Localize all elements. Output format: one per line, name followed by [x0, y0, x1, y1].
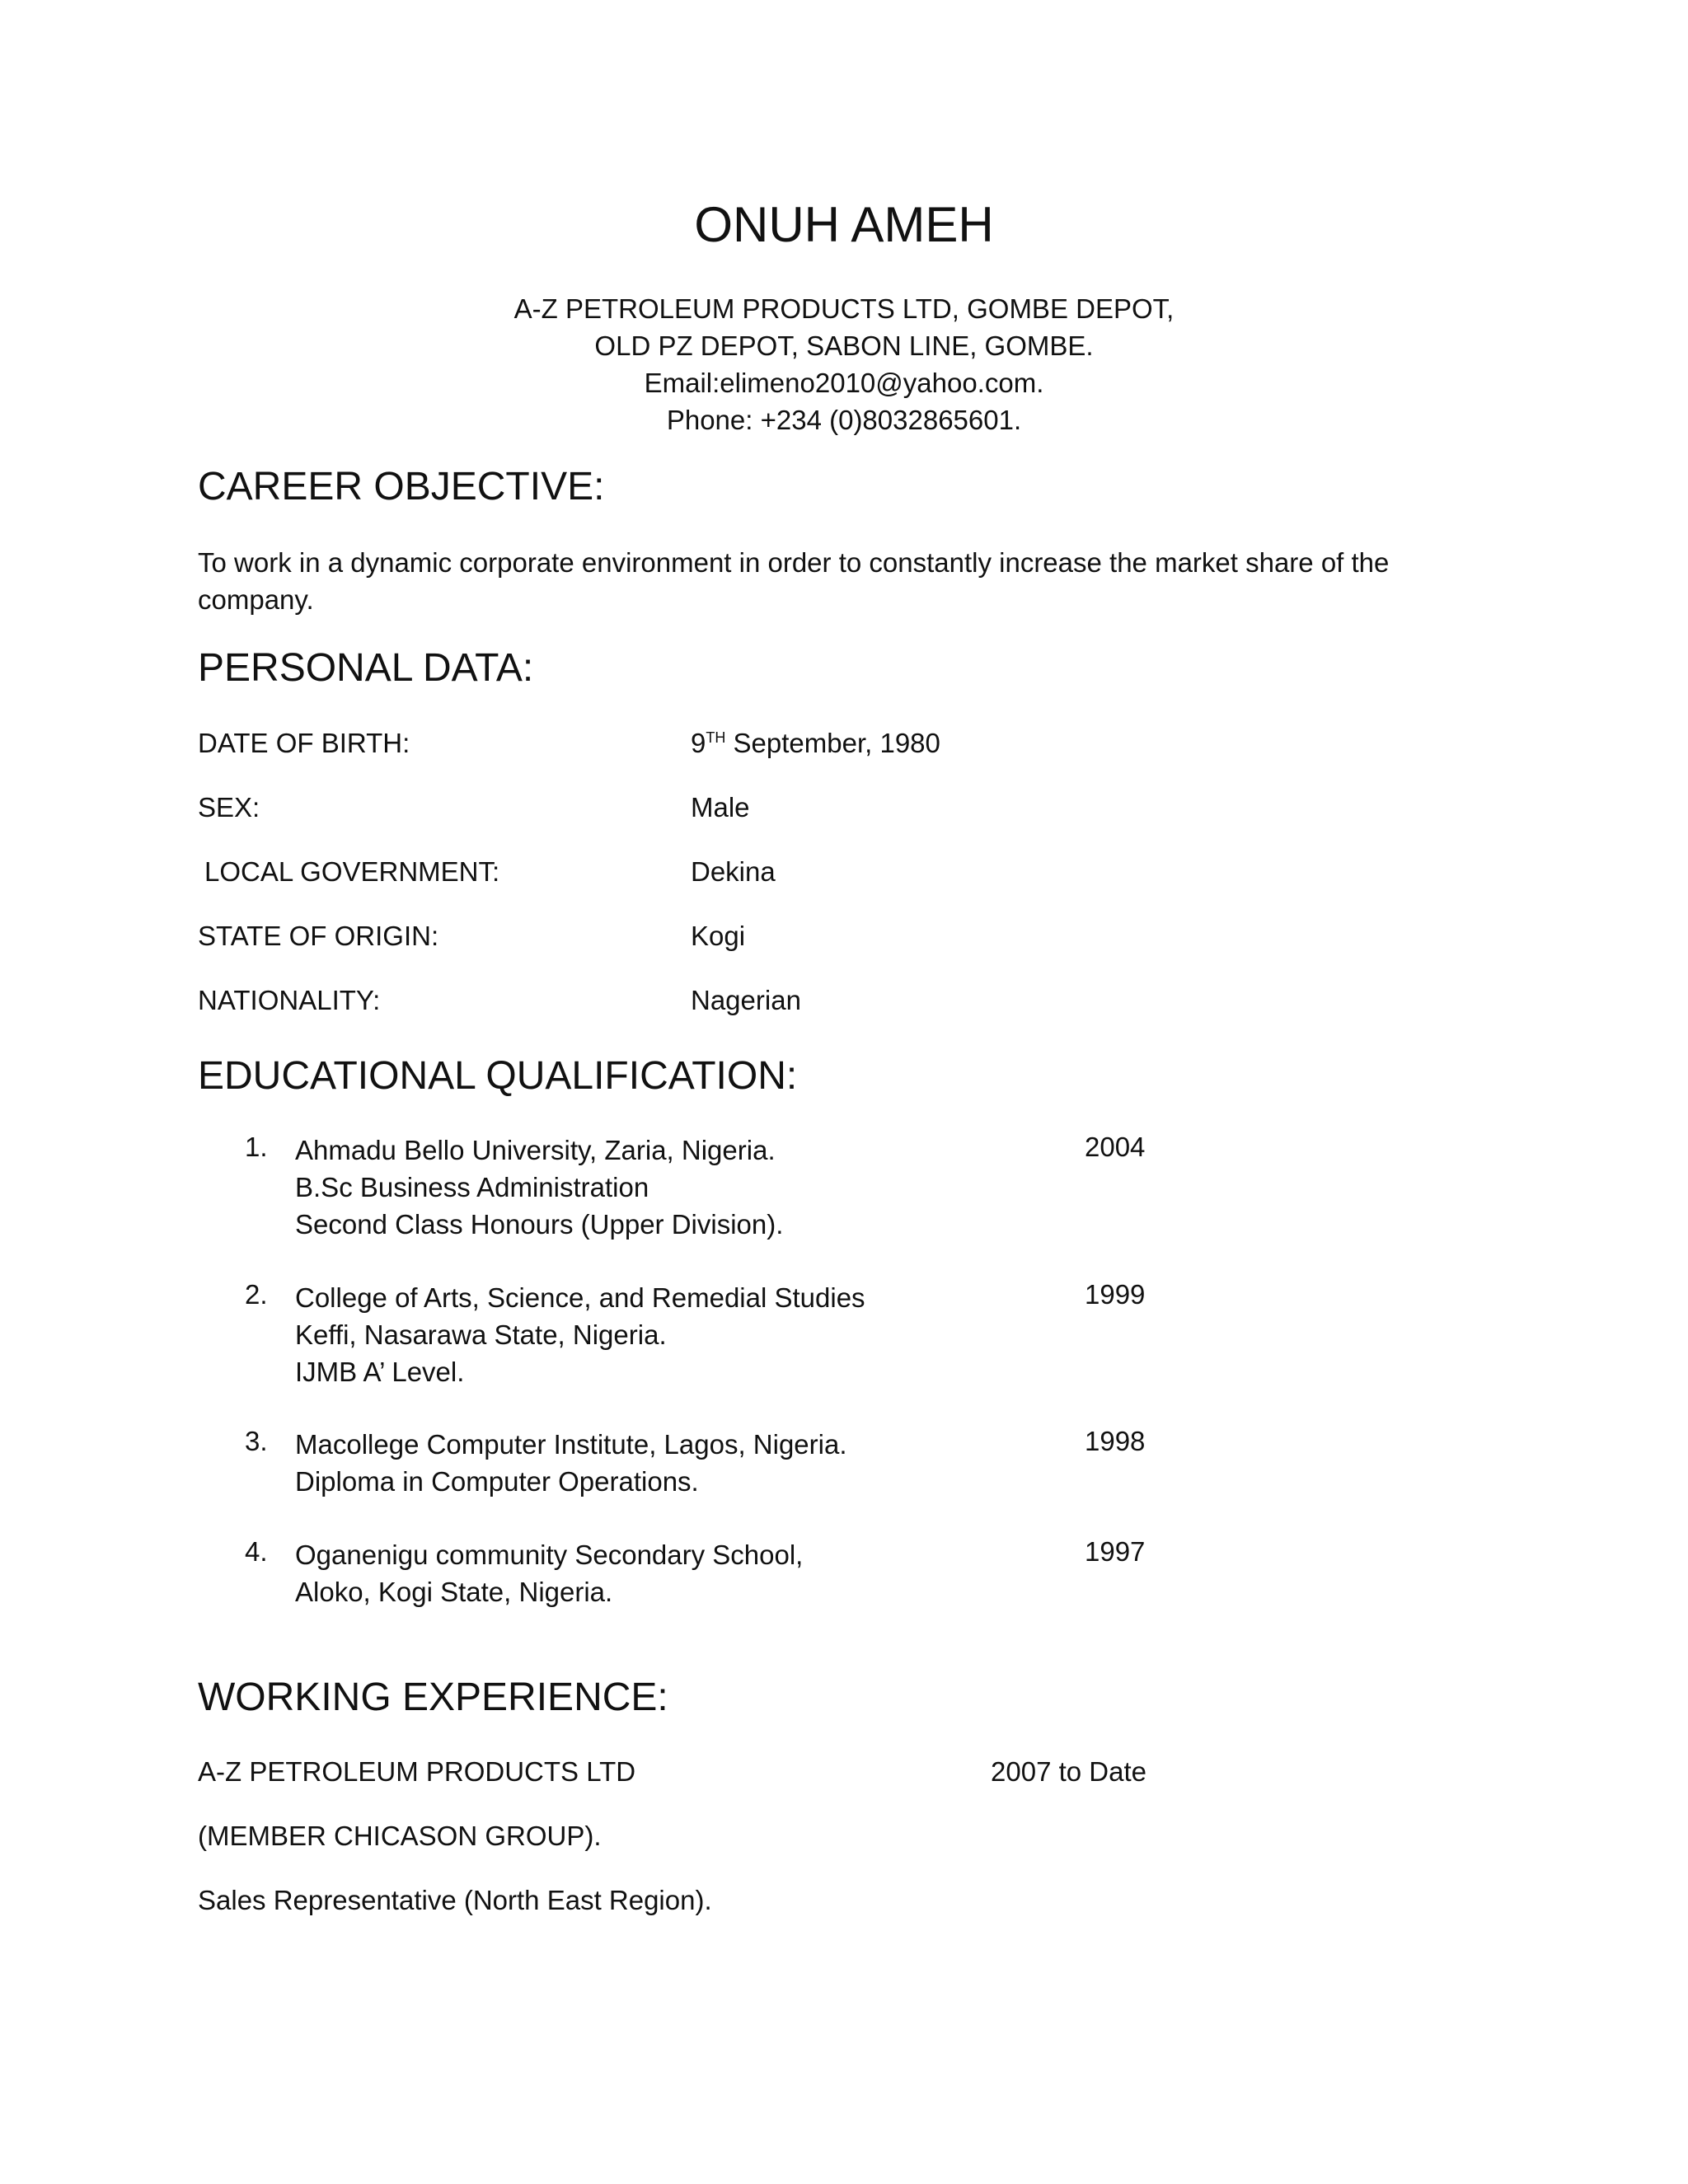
address-line-1: A-Z PETROLEUM PRODUCTS LTD, GOMBE DEPOT, — [513, 293, 1175, 324]
education-line: IJMB A’ Level. — [295, 1357, 465, 1387]
nationality-label: NATIONALITY: — [198, 985, 381, 1015]
dob-month-year: September, 1980 — [725, 728, 940, 758]
education-line: Aloko, Kogi State, Nigeria. — [295, 1577, 613, 1607]
sex-value: Male — [691, 792, 750, 823]
dob-value — [691, 728, 940, 759]
work-experience-heading: WORKING EXPERIENCE: — [198, 1675, 668, 1719]
resume-name: ONUH AMEH — [694, 197, 994, 252]
education-year: 1997 — [1085, 1536, 1146, 1567]
local-government-value: Dekina — [691, 856, 776, 887]
nationality-value: Nagerian — [691, 985, 801, 1015]
education-line: College of Arts, Science, and Remedial Studies — [295, 1282, 865, 1313]
education-heading: EDUCATIONAL QUALIFICATION: — [198, 1054, 798, 1098]
education-line: Oganenigu community Secondary School, — [295, 1540, 804, 1570]
education-item-number: 2. — [245, 1279, 268, 1310]
education-item — [295, 1536, 803, 1610]
work-group: (MEMBER CHICASON GROUP). — [198, 1821, 602, 1851]
education-year: 2004 — [1085, 1132, 1146, 1162]
phone-line: Phone: +234 (0)8032865601. — [666, 405, 1022, 435]
education-item-number: 1. — [245, 1132, 268, 1162]
education-line: Diploma in Computer Operations. — [295, 1466, 699, 1497]
education-item-number: 3. — [245, 1426, 268, 1456]
personal-data-heading: PERSONAL DATA: — [198, 646, 534, 690]
work-company: A-Z PETROLEUM PRODUCTS LTD — [198, 1756, 636, 1787]
education-line: Ahmadu Bello University, Zaria, Nigeria. — [295, 1135, 776, 1165]
state-of-origin-value: Kogi — [691, 921, 746, 951]
education-item — [295, 1426, 847, 1500]
education-year: 1999 — [1085, 1279, 1146, 1310]
state-of-origin-label: STATE OF ORIGIN: — [198, 921, 439, 951]
dob-label: DATE OF BIRTH: — [198, 728, 410, 758]
dob-suffix: TH — [706, 729, 726, 746]
education-item — [295, 1279, 865, 1390]
address-line-2: OLD PZ DEPOT, SABON LINE, GOMBE. — [594, 330, 1094, 361]
education-item — [295, 1132, 783, 1243]
education-line: Keffi, Nasarawa State, Nigeria. — [295, 1319, 667, 1350]
work-role: Sales Representative (North East Region). — [198, 1885, 712, 1915]
dob-day: 9 — [691, 728, 706, 758]
work-period: 2007 to Date — [991, 1756, 1146, 1787]
education-line: Second Class Honours (Upper Division). — [295, 1209, 784, 1240]
career-objective-heading: CAREER OBJECTIVE: — [198, 465, 605, 509]
career-objective-text: To work in a dynamic corporate environment in order to constantly increase the market share of the company. — [198, 547, 1390, 615]
sex-label: SEX: — [198, 792, 260, 823]
education-line: Macollege Computer Institute, Lagos, Nigeria. — [295, 1429, 847, 1460]
email-line: Email:elimeno2010@yahoo.com. — [644, 368, 1044, 398]
education-line: B.Sc Business Administration — [295, 1172, 649, 1202]
education-year: 1998 — [1085, 1426, 1146, 1456]
local-government-label: LOCAL GOVERNMENT: — [204, 856, 500, 887]
education-item-number: 4. — [245, 1536, 268, 1567]
